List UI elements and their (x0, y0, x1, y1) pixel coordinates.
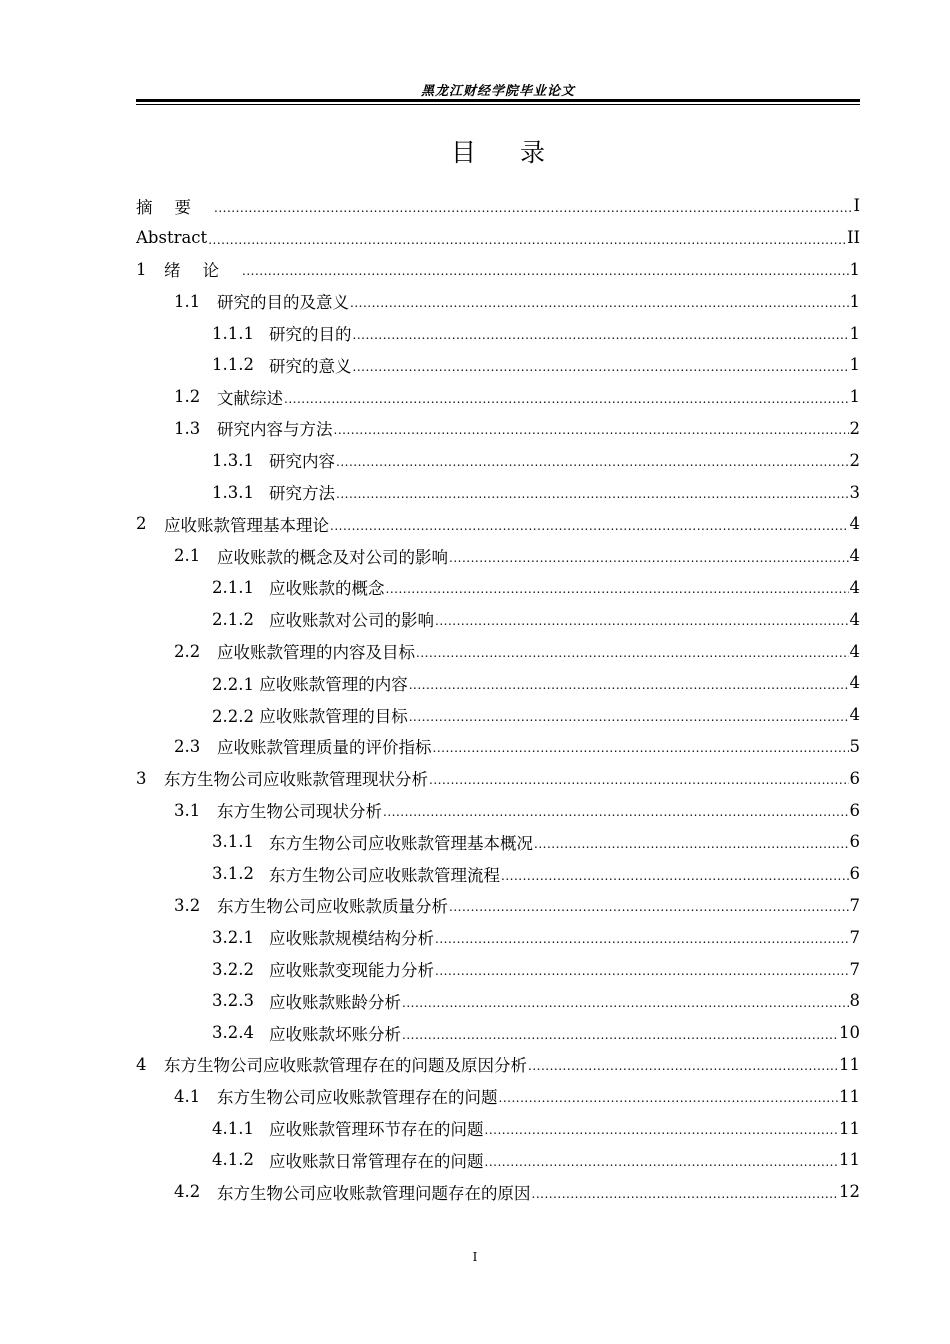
toc-entry-page: 11 (839, 1054, 860, 1074)
toc-entry-number: 3 (136, 768, 147, 788)
toc-entry-title: 研究的目的 (269, 325, 352, 345)
toc-entry-title: Abstract (136, 228, 208, 248)
toc-leader-dots (214, 201, 852, 222)
toc-entry-page: 6 (849, 864, 860, 884)
toc-leader-dots (435, 964, 849, 985)
toc-entry-title: 东方生物公司应收账款质量分析 (217, 897, 448, 917)
toc-entry[interactable] (136, 794, 860, 826)
toc-entry-title: 应收账款管理基本理论 (164, 515, 329, 535)
toc-entry-number: 2.1.2 (212, 609, 254, 629)
toc-entry-number: 4.1 (174, 1086, 201, 1106)
toc-entry-title: 东方生物公司应收账款管理问题存在的原因 (217, 1183, 531, 1203)
toc-entry-number: 1.3 (174, 418, 201, 438)
toc-entry-page: 6 (849, 800, 860, 820)
toc-entry-page: II (846, 228, 860, 248)
toc-entry-page: 11 (839, 1118, 860, 1138)
toc-entry[interactable] (136, 699, 860, 731)
toc-entry-page: 10 (839, 1023, 860, 1043)
toc-entry-title: 东方生物公司应收账款管理现状分析 (164, 770, 428, 790)
toc-leader-dots (353, 360, 849, 381)
toc-entry-title: 东方生物公司现状分析 (217, 802, 382, 822)
toc-entry-title: 研究内容与方法 (217, 420, 333, 440)
toc-entry-page: 7 (849, 895, 860, 915)
toc-entry[interactable] (136, 635, 860, 667)
toc-entry-title: 应收账款日常管理存在的问题 (269, 1151, 484, 1171)
toc-leader-dots (409, 710, 849, 731)
toc-entry-page: 5 (849, 736, 860, 756)
toc-entry-page: 7 (849, 927, 860, 947)
toc-entry-number: 1.2 (174, 387, 201, 407)
toc-leader-dots (330, 519, 849, 540)
toc-entry-number: 3.1 (174, 800, 201, 820)
toc-entry-title: 2.2.1 应收账款管理的内容 (212, 674, 408, 694)
toc-entry-page: 1 (849, 291, 860, 311)
toc-entry-page: 1 (849, 323, 860, 343)
toc-entry[interactable] (136, 1112, 860, 1144)
toc-leader-dots (402, 1028, 838, 1049)
toc-entry-page: 4 (849, 546, 860, 566)
toc-entry-number: 3.2.4 (212, 1023, 254, 1043)
toc-entry-number: 2.1 (174, 546, 201, 566)
toc-leader-dots (336, 487, 849, 508)
toc-leader-dots (534, 837, 849, 858)
toc-entry-page: I (853, 196, 860, 216)
toc-leader-dots (435, 614, 849, 635)
toc-entry-number: 3.2.2 (212, 959, 254, 979)
toc-entry[interactable] (136, 826, 860, 858)
toc-entry-number: 4 (136, 1054, 147, 1074)
toc-entry[interactable] (136, 381, 860, 413)
toc-entry[interactable] (136, 1176, 860, 1208)
toc-entry-page: 1 (849, 387, 860, 407)
toc-leader-dots (402, 996, 849, 1017)
toc-entry-page: 4 (849, 705, 860, 725)
toc-leader-dots (416, 646, 849, 667)
toc-entry-number: 2 (136, 514, 147, 534)
toc-entry-title: 应收账款管理环节存在的问题 (269, 1120, 484, 1139)
toc-entry-number: 2.3 (174, 736, 201, 756)
toc-entry[interactable] (136, 1080, 860, 1112)
toc-entry[interactable] (136, 413, 860, 445)
toc-entry-title: 应收账款的概念 (269, 579, 385, 599)
toc-entry-number: 3.1.2 (212, 864, 254, 884)
toc-leader-dots (409, 678, 849, 699)
toc-entry-title: 应收账款的概念及对公司的影响 (217, 547, 448, 567)
toc-leader-dots (449, 551, 849, 572)
toc-leader-dots (501, 869, 849, 890)
toc-leader-dots (208, 233, 846, 254)
toc-entry[interactable] (136, 285, 860, 317)
toc-entry[interactable] (136, 222, 860, 254)
toc-entry[interactable] (136, 190, 860, 222)
toc-entry-number: 3.2 (174, 895, 201, 915)
toc-entry[interactable] (136, 858, 860, 890)
toc-leader-dots (284, 392, 849, 413)
toc-entry[interactable] (136, 985, 860, 1017)
toc-leader-dots (433, 741, 849, 762)
toc-entry[interactable] (136, 1017, 860, 1049)
toc-entry-page: 4 (849, 514, 860, 534)
toc-entry-page: 3 (849, 482, 860, 502)
toc-entry-number: 1.3.1 (212, 482, 254, 502)
toc-entry-page: 4 (849, 673, 860, 693)
toc-entry-page: 4 (849, 641, 860, 661)
toc-leader-dots (435, 932, 849, 953)
toc-entry[interactable] (136, 540, 860, 572)
toc-entry-page: 6 (849, 768, 860, 788)
page-number: I (472, 1250, 478, 1264)
toc-entry[interactable] (136, 444, 860, 476)
toc-entry-number: 4.1.2 (212, 1150, 254, 1170)
toc-entry-page: 11 (839, 1150, 860, 1170)
toc-leader-dots (334, 423, 849, 444)
toc-entry[interactable] (136, 1049, 860, 1081)
toc-entry-page: 8 (849, 991, 860, 1011)
toc-entry-title: 2.2.2 应收账款管理的目标 (212, 706, 408, 726)
toc-entry-number: 1.1.2 (212, 355, 254, 375)
toc-entry-number: 2.2 (174, 641, 201, 661)
toc-entry-title: 绪论 (164, 261, 241, 281)
toc-leader-dots (499, 1091, 839, 1112)
toc-entry-number: 1.3.1 (212, 450, 254, 470)
toc-entry-title: 摘要 (136, 197, 213, 217)
toc-title: 目录 (450, 138, 589, 167)
toc-entry-number: 4.1.1 (212, 1118, 254, 1138)
toc-leader-dots (485, 1155, 839, 1176)
toc-entry[interactable] (136, 1144, 860, 1176)
toc-leader-dots (336, 455, 849, 476)
toc-entry-title: 研究的意义 (269, 356, 352, 376)
toc-leader-dots (383, 805, 849, 826)
toc-leader-dots (528, 1059, 838, 1080)
header-rule-thick (136, 99, 860, 102)
toc-entry-title: 东方生物公司应收账款管理流程 (269, 865, 500, 885)
toc-entry-page: 6 (849, 832, 860, 852)
toc-leader-dots (449, 900, 849, 921)
toc-entry-page: 1 (849, 355, 860, 375)
toc-entry-title: 研究的目的及意义 (217, 293, 349, 313)
toc-entry-page: 2 (849, 418, 860, 438)
toc-entry-number: 3.1.1 (212, 832, 254, 852)
toc-entry-title: 文献综述 (217, 388, 283, 408)
toc-entry[interactable] (136, 254, 860, 286)
toc-entry-title: 应收账款规模结构分析 (269, 929, 434, 949)
toc-entry-title: 研究方法 (269, 484, 335, 504)
toc-entry-page: 7 (849, 959, 860, 979)
toc-entry-number: 3.2.3 (212, 991, 254, 1011)
toc-entry-title: 应收账款管理质量的评价指标 (217, 738, 432, 758)
header-rule-thin (136, 104, 860, 105)
toc-entry-title: 应收账款管理的内容及目标 (217, 643, 415, 663)
running-header: 黑龙江财经学院毕业论文 (420, 84, 575, 99)
toc-entry-title: 东方生物公司应收账款管理基本概况 (269, 833, 533, 853)
toc-entry-number: 1.1.1 (212, 323, 254, 343)
toc-entry[interactable] (136, 317, 860, 349)
toc-entry[interactable] (136, 476, 860, 508)
toc-entry-page: 4 (849, 609, 860, 629)
toc-leader-dots (532, 1187, 839, 1208)
toc-entry-title: 应收账款账龄分析 (269, 992, 401, 1012)
toc-entry[interactable] (136, 762, 860, 794)
toc-entry[interactable] (136, 667, 860, 699)
toc-entry-title: 应收账款变现能力分析 (269, 961, 434, 981)
toc-leader-dots (353, 328, 849, 349)
toc-entry-number: 1 (136, 259, 147, 279)
toc-leader-dots (485, 1123, 839, 1144)
toc-entry[interactable] (136, 731, 860, 763)
toc-entry[interactable] (136, 572, 860, 604)
toc-entry-page: 12 (839, 1182, 860, 1202)
toc-entry[interactable] (136, 349, 860, 381)
toc-entry-number: 3.2.1 (212, 927, 254, 947)
toc-entry-page: 11 (839, 1086, 860, 1106)
toc-entry-page: 2 (849, 450, 860, 470)
toc-entry-title: 应收账款坏账分析 (269, 1024, 401, 1044)
toc-entry-page: 4 (849, 577, 860, 597)
toc-entry[interactable] (136, 603, 860, 635)
toc-leader-dots (429, 773, 849, 794)
toc-entry-title: 应收账款对公司的影响 (269, 611, 434, 631)
toc-entry-number: 1.1 (174, 291, 201, 311)
toc-entry-title: 东方生物公司应收账款管理存在的问题 (217, 1088, 498, 1108)
toc-entry[interactable] (136, 921, 860, 953)
toc-leader-dots (242, 264, 849, 285)
toc-entry-title: 东方生物公司应收账款管理存在的问题及原因分析 (164, 1056, 527, 1076)
toc-entry[interactable] (136, 953, 860, 985)
toc-entry[interactable] (136, 890, 860, 922)
toc-entry[interactable] (136, 508, 860, 540)
toc-entry-number: 4.2 (174, 1182, 201, 1202)
toc-leader-dots (350, 296, 849, 317)
toc-entry-page: 1 (849, 259, 860, 279)
toc-entry-number: 2.1.1 (212, 577, 254, 597)
table-of-contents (136, 190, 860, 1208)
toc-entry-title: 研究内容 (269, 452, 335, 472)
toc-leader-dots (386, 582, 849, 603)
